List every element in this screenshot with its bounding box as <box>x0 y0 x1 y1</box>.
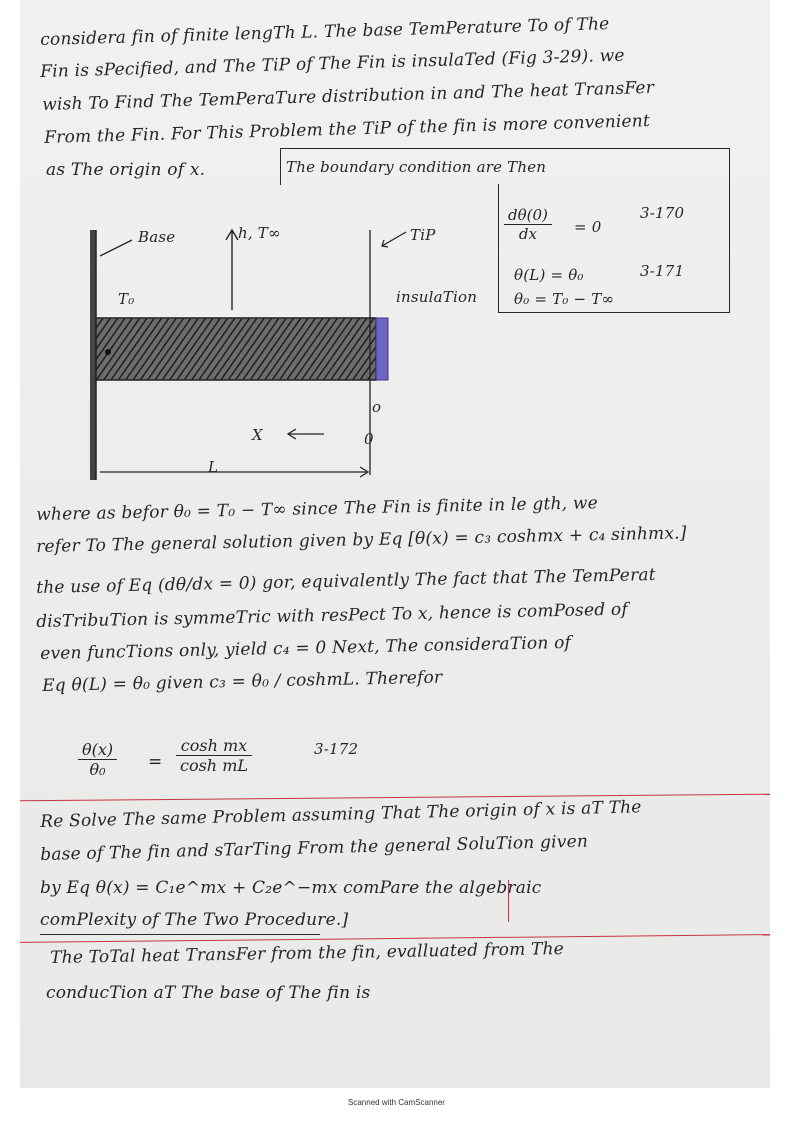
resolve-line4: comPlexity of The Two Procedure.] <box>40 910 349 930</box>
figure-t0-label: T₀ <box>118 290 135 308</box>
tip-insulation-icon <box>376 318 388 380</box>
figure-x-label: X <box>252 426 263 444</box>
boundary-eq2: θ(L) = θ₀ <box>514 266 584 284</box>
base-wall <box>90 230 96 480</box>
paragraph2-line6: Eq θ(L) = θ₀ given c₃ = θ₀ / coshmL. Therefor <box>42 667 443 696</box>
resolve-line1: Re Solve The same Problem assuming That The origin of x is aT The <box>40 797 642 832</box>
boundary-eq1-rhs: = 0 <box>574 218 602 236</box>
boundary-heading: The boundary condition are Then <box>286 158 547 176</box>
scanned-page <box>20 0 770 1088</box>
boundary-eq1-number: 3-170 <box>640 204 685 222</box>
figure-origin-o: o <box>372 398 382 416</box>
resolve-underline <box>40 934 320 935</box>
fin-body <box>96 318 376 380</box>
boundary-eq3: θ₀ = T₀ − T∞ <box>514 290 615 308</box>
eq172-lhs-fraction: $\frac{\theta(x)}{\text{θ₀}}$ <box>78 740 117 779</box>
paragraph3-line2: conducTion aT The base of The fin is <box>46 983 371 1003</box>
paragraph3-line1: The ToTal heat TransFer from the fin, evalluated from The <box>50 939 565 968</box>
paragraph2-line1: where as befor θ₀ = T₀ − T∞ since The Fin is finite in le gth, we <box>36 493 599 525</box>
red-vertical-mark <box>508 880 509 922</box>
eq172-equals: = <box>148 752 163 772</box>
paragraph1-line4: From the Fin. For This Problem the TiP of the fin is more convenient <box>44 111 651 148</box>
paragraph2-line2: refer To The general solution given by Eq [θ(x) = c₃ coshmx + c₄ sinhmx.] <box>36 523 687 557</box>
paragraph1-line1: considera fin of finite lengTh L. The base TemPerature To of The <box>40 14 610 50</box>
boundary-eq1-fraction: $\frac{d\theta(0)}{dx}$ <box>504 206 552 243</box>
eq172-number: 3-172 <box>314 740 359 758</box>
figure-zero: 0 <box>364 430 374 448</box>
resolve-line2: base of The fin and sTarTing From the general SoluTion given <box>40 831 589 865</box>
paragraph2-line5: even funcTions only, yield c₄ = 0 Next, The consideraTion of <box>40 632 572 664</box>
resolve-line3: by Eq θ(x) = C₁e^mx + C₂e^−mx comPare the algebraic <box>40 878 542 898</box>
boundary-eq2-number: 3-171 <box>640 262 685 280</box>
figure-length-label: L <box>208 458 219 476</box>
figure-tip-label: TiP <box>410 226 436 244</box>
paragraph1-line3: wish To Find The TemPeraTure distribution in and The heat TransFer <box>42 77 655 115</box>
scanner-footer: Scanned with CamScanner <box>348 1098 445 1107</box>
eq172-rhs-fraction: $\frac{\text{cosh mx}}{\text{cosh mL}}$ <box>176 736 252 775</box>
paragraph1-line2: Fin is sPecified, and The TiP of The Fin is insulaTed (Fig 3-29). we <box>40 45 625 82</box>
red-divider-top <box>20 794 770 802</box>
paragraph1-line5: as The origin of x. <box>46 160 206 180</box>
paragraph2-line4: disTribuTion is symmeTric with resPect To x, hence is comPosed of <box>36 599 629 632</box>
figure-h-tinf-label: h, T∞ <box>238 224 281 242</box>
base-dot <box>105 349 111 355</box>
figure-base-label: Base <box>138 228 176 246</box>
figure-insulation-label: insulaTion <box>396 288 478 306</box>
fin-diagram <box>60 190 520 490</box>
paragraph2-line3: the use of Eq (dθ/dx = 0) gor, equivalently The fact that The TemPerat <box>36 565 656 598</box>
